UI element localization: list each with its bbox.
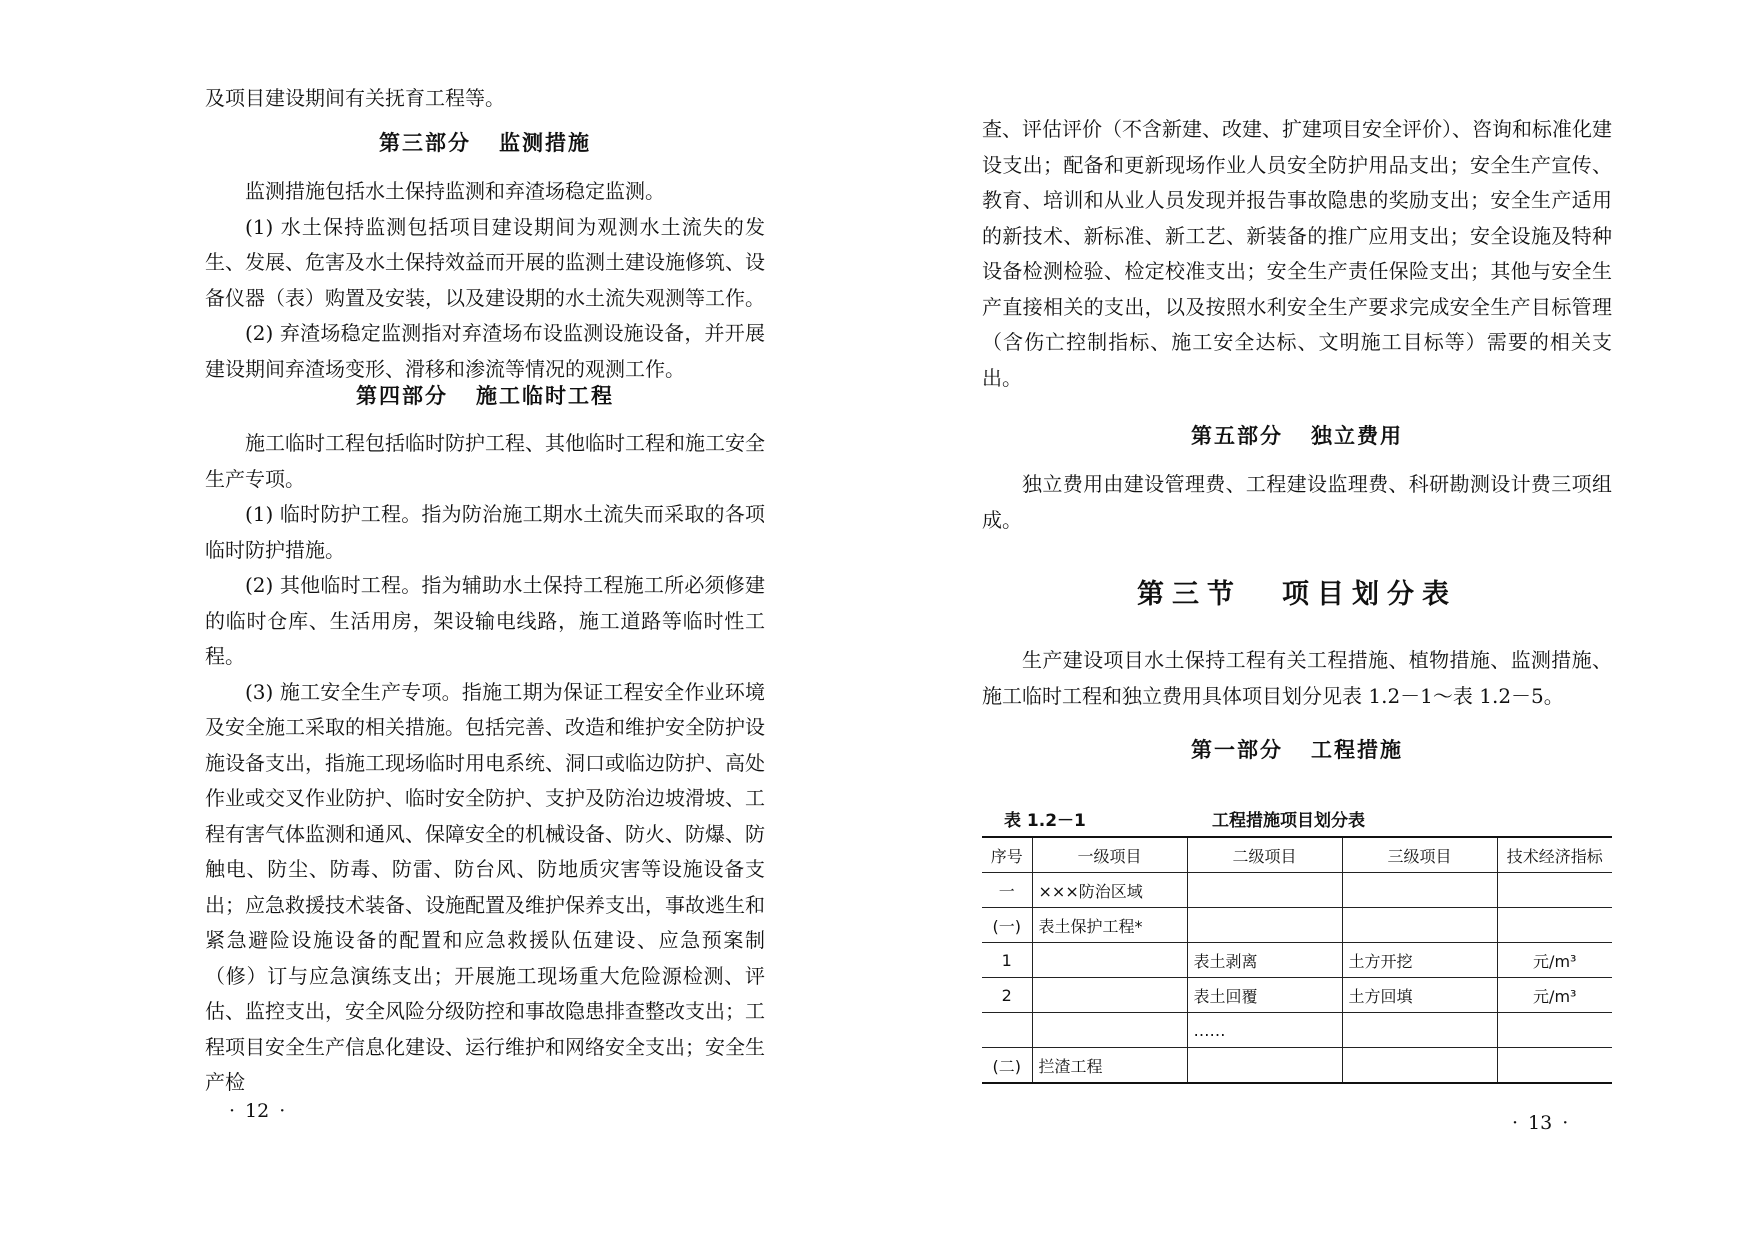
table-row	[982, 908, 1612, 943]
part3-paragraph-3: (2) 弃渣场稳定监测指对弃渣场布设监测设施设备，并开展建设期间弃渣场变形、滑移和渗流等情况的观测工作。	[205, 321, 765, 381]
table-cell: 表土剥离	[1187, 943, 1342, 978]
table-cell	[982, 1013, 1032, 1048]
header-cell-indicator: 技术经济指标	[1497, 837, 1612, 873]
part4-heading	[205, 380, 765, 410]
part5-name: 独立费用	[1311, 424, 1403, 448]
part5-paragraph-1: 独立费用由建设管理费、工程建设监理费、科研勘测设计费三项组成。	[982, 472, 1612, 532]
table-caption	[982, 806, 1612, 834]
table-cell	[1187, 1048, 1342, 1084]
table-cell: 土方开挖	[1342, 943, 1497, 978]
part3-name: 监测措施	[499, 131, 591, 155]
table-cell: (二)	[982, 1048, 1032, 1084]
section3-paragraph-1: 生产建设项目水土保持工程有关工程措施、植物措施、监测措施、施工临时工程和独立费用具体项目划分见表 1.2－1～表 1.2－5。	[982, 648, 1612, 708]
header-cell-index: 序号	[982, 837, 1032, 873]
table-cell	[1032, 978, 1187, 1013]
table-cell	[1497, 1048, 1612, 1084]
table-row	[982, 1013, 1612, 1048]
table-row	[982, 1048, 1612, 1084]
table-cell: 土方回填	[1342, 978, 1497, 1013]
table-cell: 一	[982, 873, 1032, 908]
part5-heading	[982, 420, 1612, 450]
table-row	[982, 873, 1612, 908]
table-cell: (一)	[982, 908, 1032, 943]
table-cell: 元/m³	[1497, 978, 1612, 1013]
table-row	[982, 943, 1612, 978]
table-cell	[1187, 873, 1342, 908]
table-cell: 2	[982, 978, 1032, 1013]
part3-paragraph-1: 监测措施包括水土保持监测和弃渣场稳定监测。	[245, 179, 665, 203]
section3-title: 第三节	[1137, 579, 1242, 610]
table-cell	[1187, 908, 1342, 943]
table-cell: 1	[982, 943, 1032, 978]
section3-name: 项目划分表	[1282, 579, 1457, 610]
table-cell: ……	[1187, 1013, 1342, 1048]
part1-heading	[982, 734, 1612, 764]
table-header-row	[982, 837, 1612, 873]
page-number-left: · 12 ·	[229, 1100, 286, 1122]
part4-paragraph-1: 施工临时工程包括临时防护工程、其他临时工程和施工安全生产专项。	[205, 431, 765, 491]
page-number-right-value: 13	[1528, 1112, 1553, 1134]
table-cell: 表土回覆	[1187, 978, 1342, 1013]
header-cell-level1: 一级项目	[1032, 837, 1187, 873]
table-row	[982, 978, 1612, 1013]
part4-paragraph-2: (1) 临时防护工程。指为防治施工期水土流失而采取的各项临时防护措施。	[205, 502, 765, 562]
table-cell	[1497, 1013, 1612, 1048]
page-number-left-value: 12	[245, 1100, 270, 1122]
part4-paragraph-3: (2) 其他临时工程。指为辅助水土保持工程施工所必须修建的临时仓库、生活用房，架设输电线路，施工道路等临时性工程。	[205, 573, 765, 668]
table-cell	[1032, 1013, 1187, 1048]
table-cell: 拦渣工程	[1032, 1048, 1187, 1084]
part3-paragraph-2: (1) 水土保持监测包括项目建设期间为观测水土流失的发生、发展、危害及水土保持效益而开展的监测土建设施修筑、设备仪器（表）购置及安装，以及建设期的水土流失观测等工作。	[205, 214, 765, 310]
part1-name: 工程措施	[1311, 738, 1403, 762]
table-title: 工程措施项目划分表	[1212, 811, 1365, 831]
part4-paragraph-4: (3) 施工安全生产专项。指施工期为保证工程安全作业环境及安全施工采取的相关措施。包括完善、改造和维护安全防护设施设备支出，指施工现场临时用电系统、洞口或临边防护、高处作业或交叉作业防护、临时安全防护、支护及防治边坡滑坡、工程有害气体监测和通风、保障安全的机械设备、防火、防爆、防触电、防尘、防毒、防雷、防台风、防地质灾害等设施设备支出；应急救援技术装备、设施配置及维护保养支出，事故逃生和紧急避险设施设备的配置和应急救援队伍建设、应急预案制（修）订与应急演练支出；开展施工现场重大危险源检测、评估、监控支出，安全风险分级防控和事故隐患排查整改支出；工程项目安全生产信息化建设、运行维护和网络安全支出；安全生产检	[205, 679, 765, 1094]
part4-title: 第四部分	[356, 384, 448, 408]
paragraph-continued: 查、评估评价（不含新建、改建、扩建项目安全评价）、咨询和标准化建设支出；配备和更新现场作业人员安全防护用品支出；安全生产宣传、教育、培训和从业人员发现并报告事故隐患的奖励支出；安全生产适用的新技术、新标准、新工艺、新装备的推广应用支出；安全设施及特种设备检测检验、检定校准支出；安全生产责任保险支出；其他与安全生产直接相关的支出，以及按照水利安全生产要求完成安全生产目标管理（含伤亡控制指标、施工安全达标、文明施工目标等）需要的相关支出。	[982, 117, 1612, 390]
table-cell	[1342, 1013, 1497, 1048]
header-cell-level3: 三级项目	[1342, 837, 1497, 873]
part4-name: 施工临时工程	[476, 384, 614, 408]
table-cell: 元/m³	[1497, 943, 1612, 978]
part3-title: 第三部分	[379, 131, 471, 155]
table-cell	[1342, 873, 1497, 908]
paragraph-intro-tail: 及项目建设期间有关抚育工程等。	[205, 86, 505, 110]
page-number-right: · 13 ·	[1512, 1112, 1569, 1134]
section3-heading	[982, 572, 1612, 611]
header-cell-level2: 二级项目	[1187, 837, 1342, 873]
table-cell: 表土保护工程*	[1032, 908, 1187, 943]
part1-title: 第一部分	[1191, 738, 1283, 762]
table-cell	[1497, 873, 1612, 908]
project-division-table	[982, 836, 1612, 1084]
table-cell	[1342, 1048, 1497, 1084]
part5-title: 第五部分	[1191, 424, 1283, 448]
table-cell: ×××防治区域	[1032, 873, 1187, 908]
part3-heading	[205, 127, 765, 157]
table-cell	[1342, 908, 1497, 943]
table-cell	[1032, 943, 1187, 978]
table-number: 表 1.2－1	[1004, 811, 1086, 831]
table-cell	[1497, 908, 1612, 943]
